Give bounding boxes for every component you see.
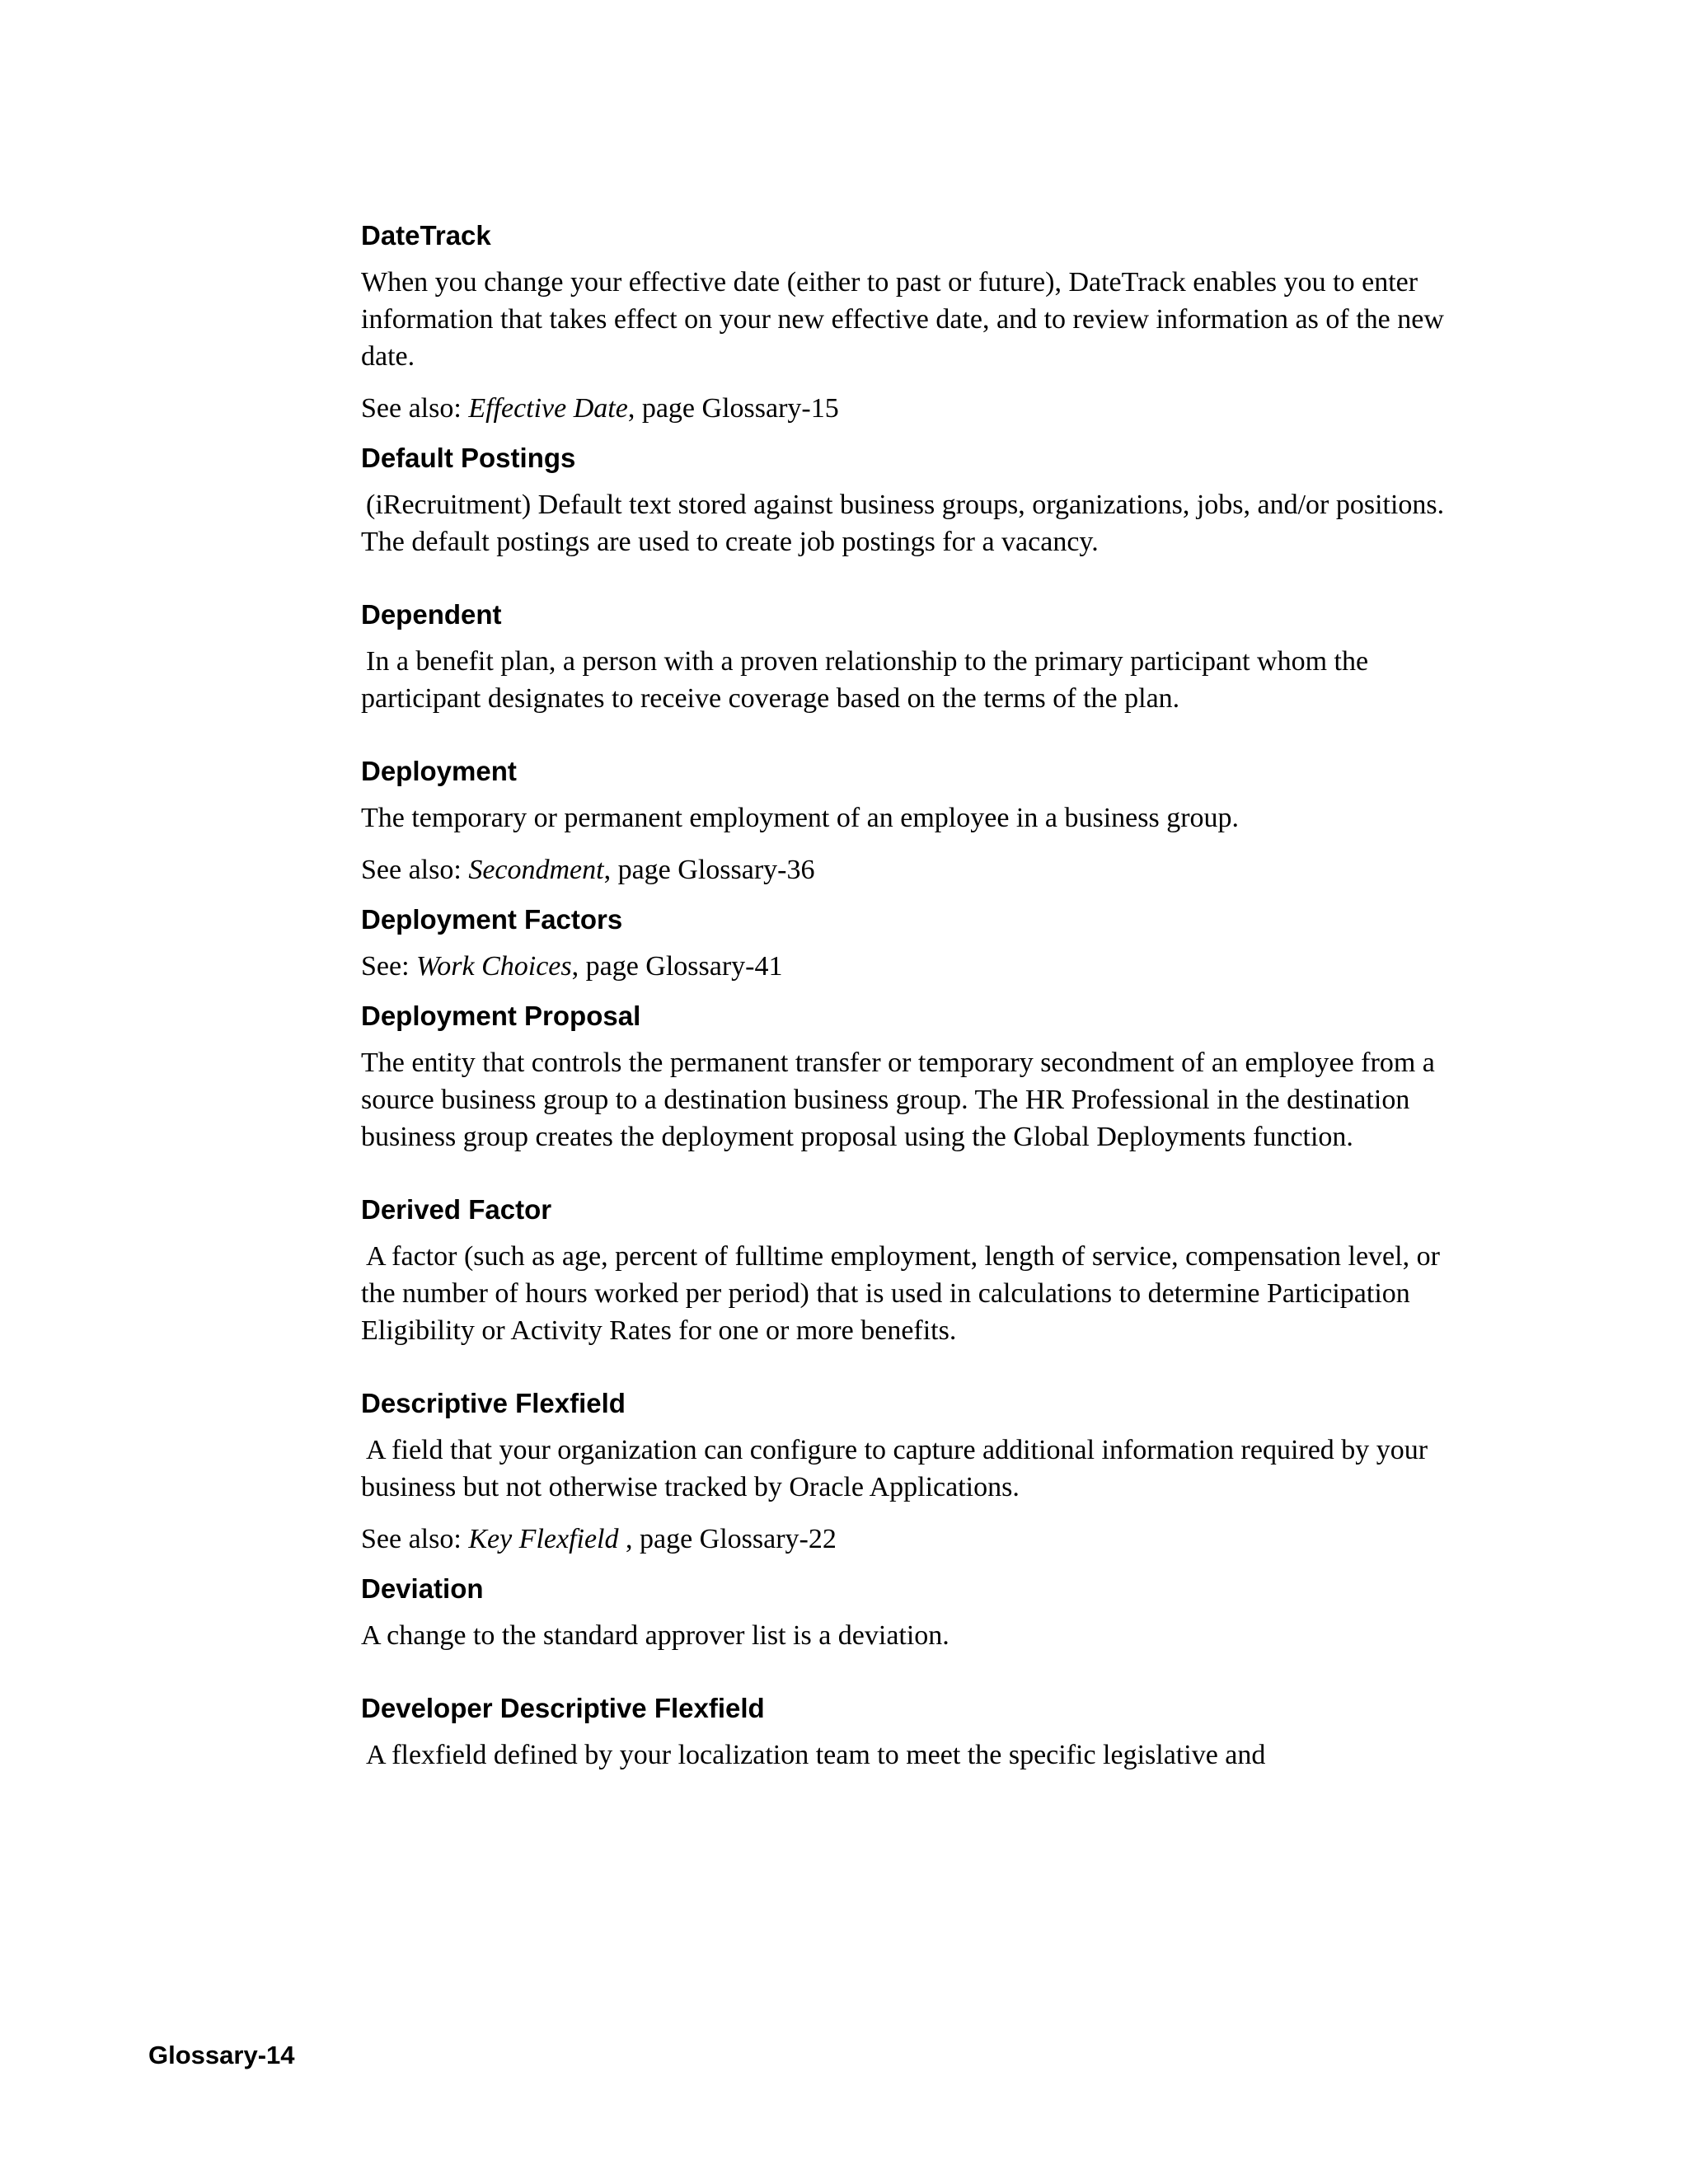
glossary-entry-datetrack — [361, 219, 1449, 427]
entry-term: Descriptive Flexfield — [361, 1388, 626, 1418]
entry-term: Dependent — [361, 599, 502, 630]
entry-term: DateTrack — [361, 220, 491, 251]
entry-term: Developer Descriptive Flexfield — [361, 1693, 765, 1723]
entry-definition: A field that your organization can configure to capture additional information required by your business but not otherwise tracked by Oracle Applications. — [361, 1435, 1428, 1502]
entry-definition: A flexfield defined by your localization team to meet the specific legislative and — [366, 1740, 1266, 1770]
entry-term: Deployment Proposal — [361, 1001, 641, 1031]
glossary-entry-deviation — [361, 1572, 1449, 1692]
see-suffix: , page Glossary-15 — [627, 393, 839, 424]
glossary-entry-deployment — [361, 755, 1449, 888]
entry-definition: A factor (such as age, percent of fulltime employment, length of service, compensation level, or the number of hours worked per period) that is used in calculations to determine Participation Eligibility or Activity Rates for one or more benefits. — [361, 1241, 1440, 1346]
see-prefix: See also: — [361, 855, 469, 885]
page-number-footer: Glossary-14 — [148, 2041, 295, 2069]
see-link[interactable]: Key Flexfield — [468, 1524, 626, 1554]
entry-term: Deployment — [361, 756, 517, 786]
entry-definition: A change to the standard approver list is a deviation. — [361, 1620, 950, 1651]
see-prefix: See: — [361, 951, 417, 982]
entry-definition: The entity that controls the permanent transfer or temporary secondment of an employee from a source business group to a destination business group. The HR Professional in the destination business group creates the deployment proposal using the Global Deployments function. — [361, 1047, 1435, 1152]
entry-term: Default Postings — [361, 443, 576, 473]
glossary-entry-descriptive-flexfield — [361, 1387, 1449, 1558]
see-link[interactable]: Secondment — [468, 855, 604, 885]
glossary-entry-deployment-factors — [361, 903, 1449, 985]
entry-term: Deviation — [361, 1573, 484, 1604]
see-suffix: , page Glossary-41 — [571, 951, 783, 982]
entry-term: Deployment Factors — [361, 904, 623, 935]
see-reference — [361, 948, 1449, 985]
glossary-entry-derived-factor — [361, 1193, 1449, 1387]
entry-definition: When you change your effective date (either to past or future), DateTrack enables you to enter information that takes effect on your new effective date, and to review information as of the new date. — [361, 267, 1444, 372]
see-also-reference — [361, 390, 1449, 427]
see-suffix: , page Glossary-36 — [603, 855, 815, 885]
glossary-entry-deployment-proposal — [361, 1000, 1449, 1193]
see-suffix: , page Glossary-22 — [626, 1524, 837, 1554]
see-link[interactable]: Effective Date — [468, 393, 628, 424]
see-prefix: See also: — [361, 1524, 469, 1554]
entry-definition: The temporary or permanent employment of an employee in a business group. — [361, 803, 1240, 833]
glossary-content — [361, 219, 1449, 1788]
glossary-entry-default-postings — [361, 442, 1449, 598]
glossary-entry-dependent — [361, 598, 1449, 755]
see-also-reference — [361, 851, 1449, 888]
entry-term: Derived Factor — [361, 1194, 552, 1225]
see-also-reference — [361, 1521, 1449, 1558]
glossary-entry-developer-descriptive-flexfield — [361, 1692, 1449, 1774]
see-link[interactable]: Work Choices — [416, 951, 572, 982]
entry-definition: In a benefit plan, a person with a proven relationship to the primary participant whom the participant designates to receive coverage based on the terms of the plan. — [361, 646, 1369, 714]
entry-definition: (iRecruitment) Default text stored against business groups, organizations, jobs, and/or positions. The default postings are used to create job postings for a vacancy. — [361, 490, 1445, 557]
see-prefix: See also: — [361, 393, 469, 424]
